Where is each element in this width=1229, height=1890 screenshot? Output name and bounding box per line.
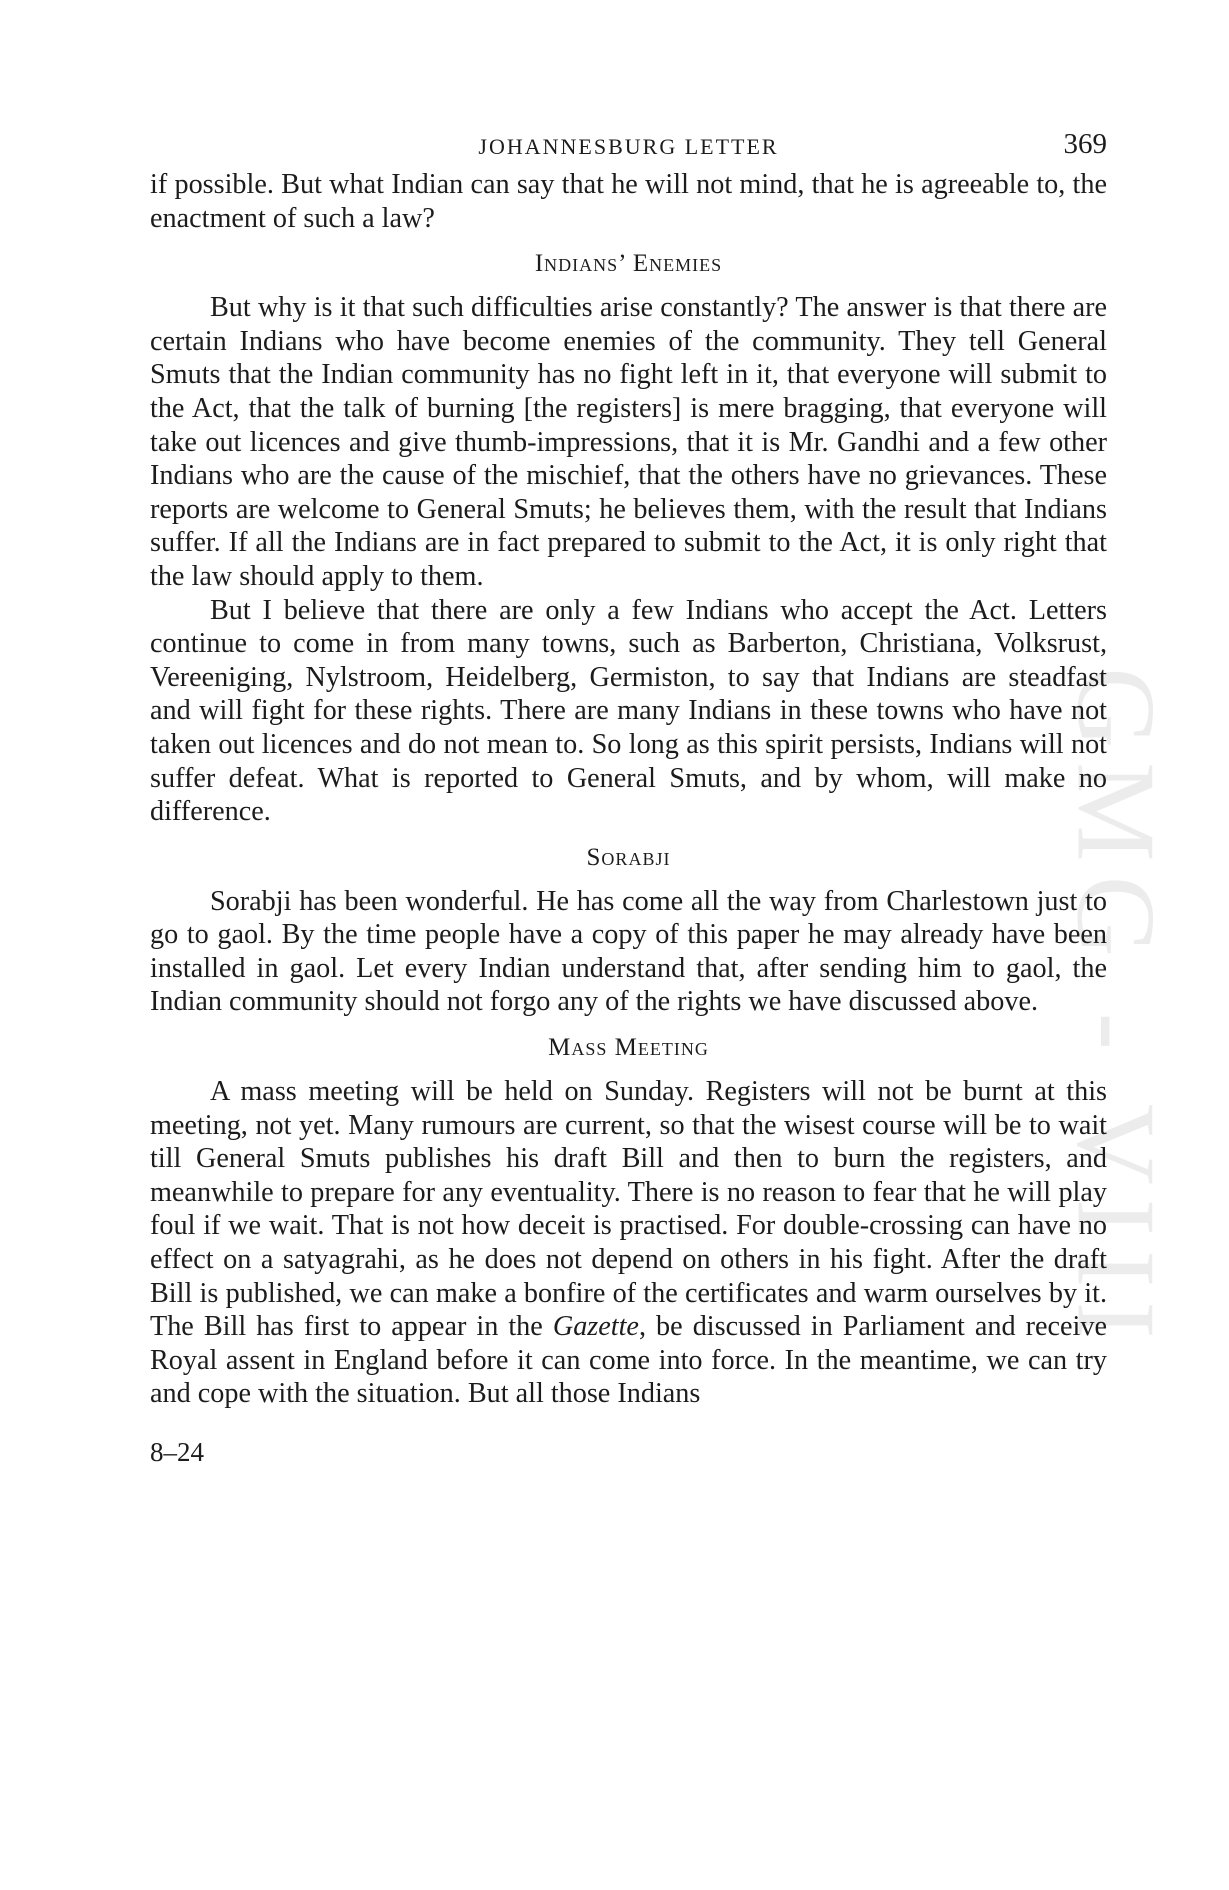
enemies-paragraph-1: But why is it that such difficulties arise constantly? The answer is that there are certain Indians who have become enemies of the community. They tell General Smuts that the Indian community has no fight left in it, that everyone will submit to the Act, that the talk of burning [the registers] is mere bragging, that everyone will take out licences and give thumb-impressions, that it is Mr. Gandhi and a few other Indians who are the cause of the mischief, that the others have no grievances. These reports are welcome to General Smuts; he believes them, with the result that Indians suffer. If all the Indians are in fact prepared to submit to the Act, it is only right that the law should apply to them. <box>150 292 1107 592</box>
document-page <box>150 128 1107 1468</box>
mass-meeting-paragraph <box>150 1075 1107 1411</box>
intro-paragraph: if possible. But what Indian can say that he will not mind, that he is agreeable to, the enactment of such a law? <box>150 169 1107 234</box>
section-heading-enemies: Indians’ Enemies <box>534 250 723 278</box>
watermark: GMG - VIII <box>1053 667 1178 1353</box>
running-title: JOHANNESBURG LETTER <box>478 134 779 159</box>
gazette-italic: Gazette <box>552 1311 639 1343</box>
mass-meeting-text-a: A mass meeting will be held on Sunday. Registers will not be burnt at this meeting, not yet. Many rumours are current, so that the wisest course will be to wait till General Smuts publishes his draft Bill and then to burn the registers, and meanwhile to prepare for any eventuality. There is no reason to fear that he will play foul if we wait. That is not how deceit is practised. For double-crossing can have no effect on a satyagrahi, as he does not depend on others in his fight. After the draft Bill is published, we can make a bonfire of the certificates and warm ourselves by it. The Bill has first to appear in the <box>150 1076 1107 1343</box>
page-number: 369 <box>1063 128 1107 160</box>
sorabji-paragraph: Sorabji has been wonderful. He has come all the way from Charlestown just to go to gaol. By the time people have a copy of this paper he may already have been installed in gaol. Let every Indian understand that, after sending him to gaol, the Indian community should not forgo any of the rights we have discussed above. <box>150 885 1107 1018</box>
signature-mark: 8–24 <box>150 1437 204 1467</box>
section-heading-sorabji: Sorabji <box>586 843 671 871</box>
running-head <box>150 128 1107 168</box>
enemies-paragraph-2: But I believe that there are only a few Indians who accept the Act. Letters continue to come in from many towns, such as Barberton, Christiana, Volksrust, Vereeniging, Nylstroom, Heidelberg, Germiston, to say that Indians are steadfast and will fight for these rights. There are many Indians in these towns who have not taken out licences and do not mean to. So long as this spirit persists, Indians will not suffer defeat. What is reported to General Smuts, and by whom, will make no difference. <box>150 594 1107 828</box>
section-heading-mass-meeting: Mass Meeting <box>548 1034 709 1062</box>
mass-meeting-text-b: , be discussed in Parliament and receive Royal assent in England before it can come into force. In the meantime, we can try and cope with the situation. But all those Indians <box>150 1311 1107 1410</box>
